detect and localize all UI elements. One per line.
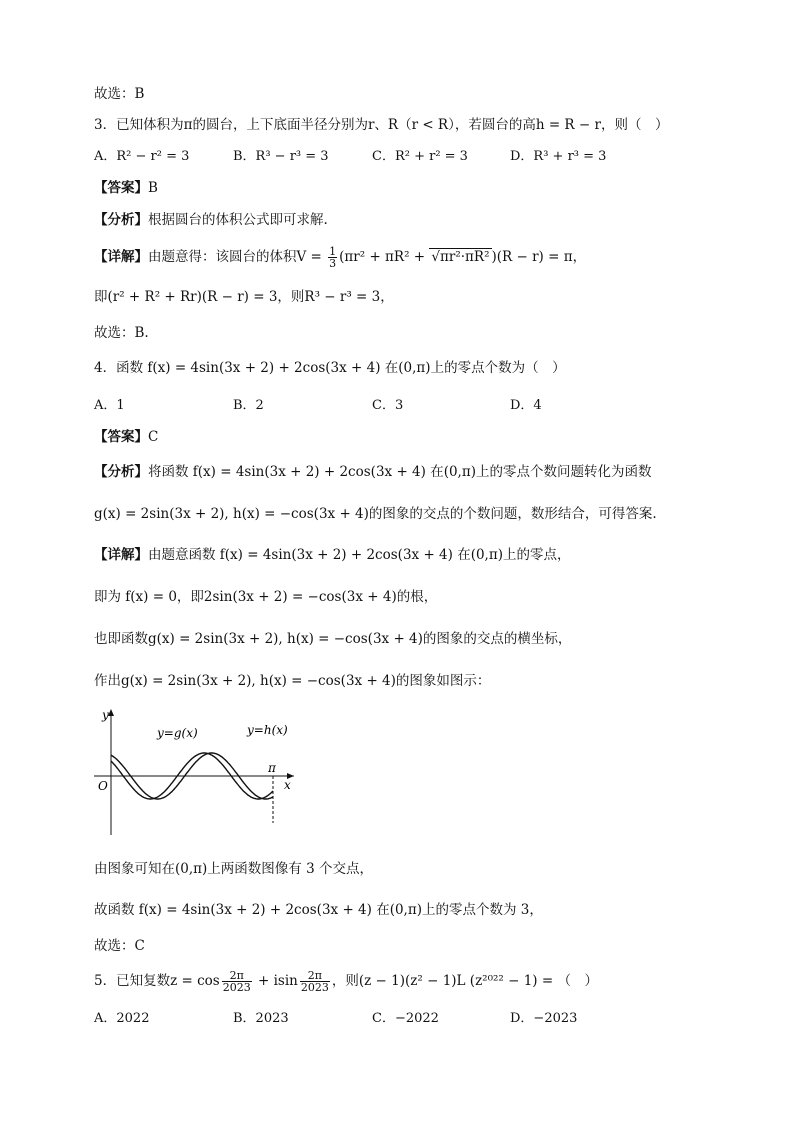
- fraction-numerator: 2π: [300, 970, 330, 982]
- pi-label: π: [268, 761, 276, 775]
- y-axis-arrow: [108, 709, 114, 716]
- q4-answer: [94, 427, 158, 447]
- q3-option-d: D．R³ + r³ = 3: [510, 149, 607, 164]
- analysis-text: 根据圆台的体积公式即可求解.: [148, 212, 328, 228]
- q3-option-b: B．R³ − r³ = 3: [233, 149, 329, 164]
- q4-option-c: C．3: [372, 398, 404, 413]
- q3-answer: [94, 178, 158, 198]
- q4-option-d: D．4: [510, 398, 542, 413]
- prev-answer: 故选：B: [94, 86, 145, 102]
- detail-text: 由题意得：该圆台的体积: [148, 249, 297, 265]
- q4-option-a: A．1: [94, 398, 125, 413]
- detail-label: 【详解】: [94, 547, 148, 563]
- q3-option-c: C．R² + r² = 3: [372, 149, 468, 164]
- function-graph: [94, 705, 304, 840]
- formula-part: (πr² + πR² +: [339, 249, 430, 265]
- answer-label: 【答案】: [94, 180, 148, 196]
- q4-detail-2: 即为 f(x) = 0，即2sin(3x + 2) = −cos(3x + 4)的根，: [94, 589, 438, 605]
- q5-option-b: B．2023: [233, 1011, 289, 1026]
- one-third-fraction: [328, 246, 337, 269]
- formula-end: )(R − r) = π，: [491, 249, 587, 265]
- fraction-numerator: 1: [329, 245, 337, 258]
- q4-analysis-2: g(x) = 2sin(3x + 2), h(x) = −cos(3x + 4)的图象的交点的个数问题，数形结合，可得答案.: [94, 506, 657, 522]
- analysis-label: 【分析】: [94, 464, 148, 480]
- q5-option-c: C．−2022: [372, 1011, 439, 1026]
- sqrt-term: √πr²·πR²: [431, 249, 490, 265]
- q4-option-b: B．2: [233, 398, 264, 413]
- detail-text: 由题意函数 f(x) = 4sin(3x + 2) + 2cos(3x + 4) 在(0,π)上的零点，: [148, 547, 571, 563]
- question-3: 3．已知体积为π的圆台，上下底面半径分别为r、R（r < R），若圆台的高h = R − r，则（ ）: [94, 117, 669, 133]
- q3-option-a: A．R² − r² = 3: [94, 149, 190, 164]
- q4-detail-5: 由图象可知在(0,π)上两函数图像有 3 个交点，: [94, 861, 373, 877]
- q3-detail: [94, 246, 586, 269]
- q3-analysis: [94, 210, 328, 230]
- answer-value: C: [148, 429, 159, 445]
- analysis-text: 将函数 f(x) = 4sin(3x + 2) + 2cos(3x + 4) 在(0,π)上的零点个数问题转化为函数: [148, 464, 652, 480]
- fraction-denominator: 2023: [222, 981, 251, 994]
- q4-detail-4: 作出g(x) = 2sin(3x + 2), h(x) = −cos(3x + 4)的图象如图示：: [94, 673, 491, 689]
- origin-label: O: [98, 779, 108, 793]
- q4-detail: [94, 545, 570, 565]
- h-label: y=h(x): [247, 723, 288, 737]
- q5-text-b: + isin: [253, 973, 298, 989]
- q5-text-c: ，则(z − 1)(z² − 1)L (z²⁰²² − 1) = （ ）: [331, 973, 598, 989]
- volume-var: V =: [296, 249, 327, 265]
- q3-detail-3: 故选：B.: [94, 325, 149, 341]
- fraction-denominator: 2023: [300, 981, 329, 994]
- q4-detail-3: 也即函数g(x) = 2sin(3x + 2), h(x) = −cos(3x + 4)的图象的交点的横坐标，: [94, 631, 572, 647]
- q5-fraction-2: [300, 970, 330, 993]
- answer-label: 【答案】: [94, 429, 148, 445]
- x-axis-label: x: [284, 778, 291, 792]
- g-label: y=g(x): [157, 726, 198, 740]
- answer-value: B: [148, 180, 158, 196]
- fraction-numerator: 2π: [222, 970, 252, 982]
- question-4: 4．函数 f(x) = 4sin(3x + 2) + 2cos(3x + 4) 在(0,π)上的零点个数为（ ）: [94, 360, 566, 376]
- q5-option-a: A．2022: [94, 1011, 150, 1026]
- q5-fraction-1: [222, 970, 252, 993]
- analysis-label: 【分析】: [94, 212, 148, 228]
- detail-label: 【详解】: [94, 249, 148, 265]
- q4-detail-7: 故选：C: [94, 938, 145, 954]
- q4-detail-6: 故函数 f(x) = 4sin(3x + 2) + 2cos(3x + 4) 在(0,π)上的零点个数为 3，: [94, 902, 543, 918]
- fraction-denominator: 3: [329, 257, 337, 270]
- q5-option-d: D．−2023: [510, 1011, 578, 1026]
- y-axis-label: y: [102, 708, 109, 722]
- q4-analysis: [94, 462, 651, 482]
- q3-detail-2: 即(r² + R² + Rr)(R − r) = 3，则R³ − r³ = 3，: [94, 289, 394, 305]
- question-5: [94, 970, 598, 993]
- q5-text-a: 5．已知复数z = cos: [94, 973, 220, 989]
